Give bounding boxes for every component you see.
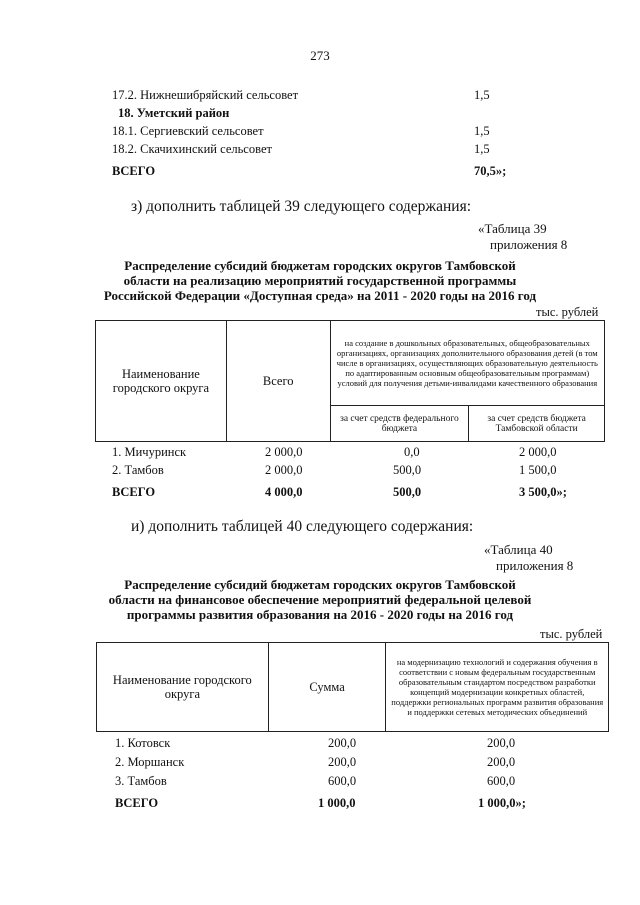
table-40 bbox=[96, 642, 609, 732]
table-total-total: 4 000,0 bbox=[265, 485, 303, 499]
table-row-purpose: 200,0 bbox=[487, 755, 516, 769]
total-value: 70,5»; bbox=[474, 164, 507, 178]
table-row-total: 2 000,0 bbox=[265, 463, 303, 477]
table-ref-line1: «Таблица 40 bbox=[484, 542, 553, 557]
list-item-label: 17.2. Нижнешибряйский сельсовет bbox=[112, 88, 299, 102]
unit-label: тыс. рублей bbox=[540, 627, 603, 641]
table-row-sum: 200,0 bbox=[328, 736, 357, 750]
table-row-name: 1. Котовск bbox=[115, 736, 171, 750]
table-total-federal: 500,0 bbox=[393, 485, 422, 499]
col-total-header: Всего bbox=[226, 321, 330, 442]
table-row-regional: 1 500,0 bbox=[519, 463, 557, 477]
table-row-federal: 0,0 bbox=[404, 445, 420, 459]
table-row-name: 2. Моршанск bbox=[115, 755, 185, 769]
page-number: 273 bbox=[310, 48, 330, 63]
table-total-regional: 3 500,0»; bbox=[519, 485, 567, 499]
col-federal-header: за счет средств федерального бюджета bbox=[330, 406, 469, 442]
list-item-label: 18.2. Скачихинский сельсовет bbox=[112, 142, 272, 156]
list-item-value: 1,5 bbox=[474, 142, 490, 156]
table-row-purpose: 200,0 bbox=[487, 736, 516, 750]
col-regional-header: за счет средств бюджета Тамбовской области bbox=[469, 406, 605, 442]
table-row-federal: 500,0 bbox=[393, 463, 422, 477]
table-row-sum: 200,0 bbox=[328, 755, 357, 769]
table-row-name: 1. Мичуринск bbox=[112, 445, 187, 459]
table-row-sum: 600,0 bbox=[328, 774, 357, 788]
table-row-name: 2. Тамбов bbox=[112, 463, 164, 477]
table-heading: Распределение субсидий бюджетам городских округов Тамбовской области на реализацию мероприятий государственной программы Российской Федерации «Доступная среда» на 2011 - 2020 годы на 2016 год bbox=[103, 258, 537, 303]
table-total-sum: 1 000,0 bbox=[318, 796, 356, 810]
col-purpose-header: на модернизацию технологий и содержания обучения в соответствии с новым федеральным государственным образовательным стандартом посредством разработки концепций модернизации конкретных областей, поддержки региональных программ развития образования и поддержки сетевых методических объединений bbox=[386, 643, 609, 732]
list-item-value: 1,5 bbox=[474, 88, 490, 102]
list-item-value: 1,5 bbox=[474, 124, 490, 138]
col-purpose-header: на создание в дошкольных образовательных, общеобразовательных организациях, организациях дополнительного образования детей (в том числе в организациях, осуществляющих образовательную деятельность по адаптированным основным общеобразовательным программам) условий для получения детьми-инвалидами качественного образования bbox=[330, 321, 604, 406]
table-ref-line2: приложения 8 bbox=[490, 237, 568, 252]
section-intro: и) дополнить таблицей 40 следующего содержания: bbox=[131, 518, 474, 535]
table-total-name: ВСЕГО bbox=[112, 485, 156, 499]
table-total-name: ВСЕГО bbox=[115, 796, 159, 810]
table-row-purpose: 600,0 bbox=[487, 774, 516, 788]
district-heading: 18. Уметский район bbox=[118, 106, 230, 120]
col-name-header: Наименование городского округа bbox=[96, 321, 227, 442]
table-ref-line2: приложения 8 bbox=[496, 558, 574, 573]
list-item-label: 18.1. Сергиевский сельсовет bbox=[112, 124, 264, 138]
section-intro: з) дополнить таблицей 39 следующего содержания: bbox=[131, 198, 472, 215]
col-sum-header: Сумма bbox=[268, 643, 386, 732]
unit-label: тыс. рублей bbox=[536, 305, 599, 319]
table-row-total: 2 000,0 bbox=[265, 445, 303, 459]
col-name-header: Наименование городского округа bbox=[97, 643, 269, 732]
table-ref-line1: «Таблица 39 bbox=[478, 221, 547, 236]
table-row-name: 3. Тамбов bbox=[115, 774, 167, 788]
table-39 bbox=[95, 320, 605, 442]
total-label: ВСЕГО bbox=[112, 164, 156, 178]
table-total-purpose: 1 000,0»; bbox=[478, 796, 526, 810]
table-heading: Распределение субсидий бюджетам городских округов Тамбовской области на финансовое обеспечение мероприятий федеральной целевой программы развития образования на 2016 - 2020 годы на 2016 год bbox=[108, 577, 532, 622]
table-row-regional: 2 000,0 bbox=[519, 445, 557, 459]
